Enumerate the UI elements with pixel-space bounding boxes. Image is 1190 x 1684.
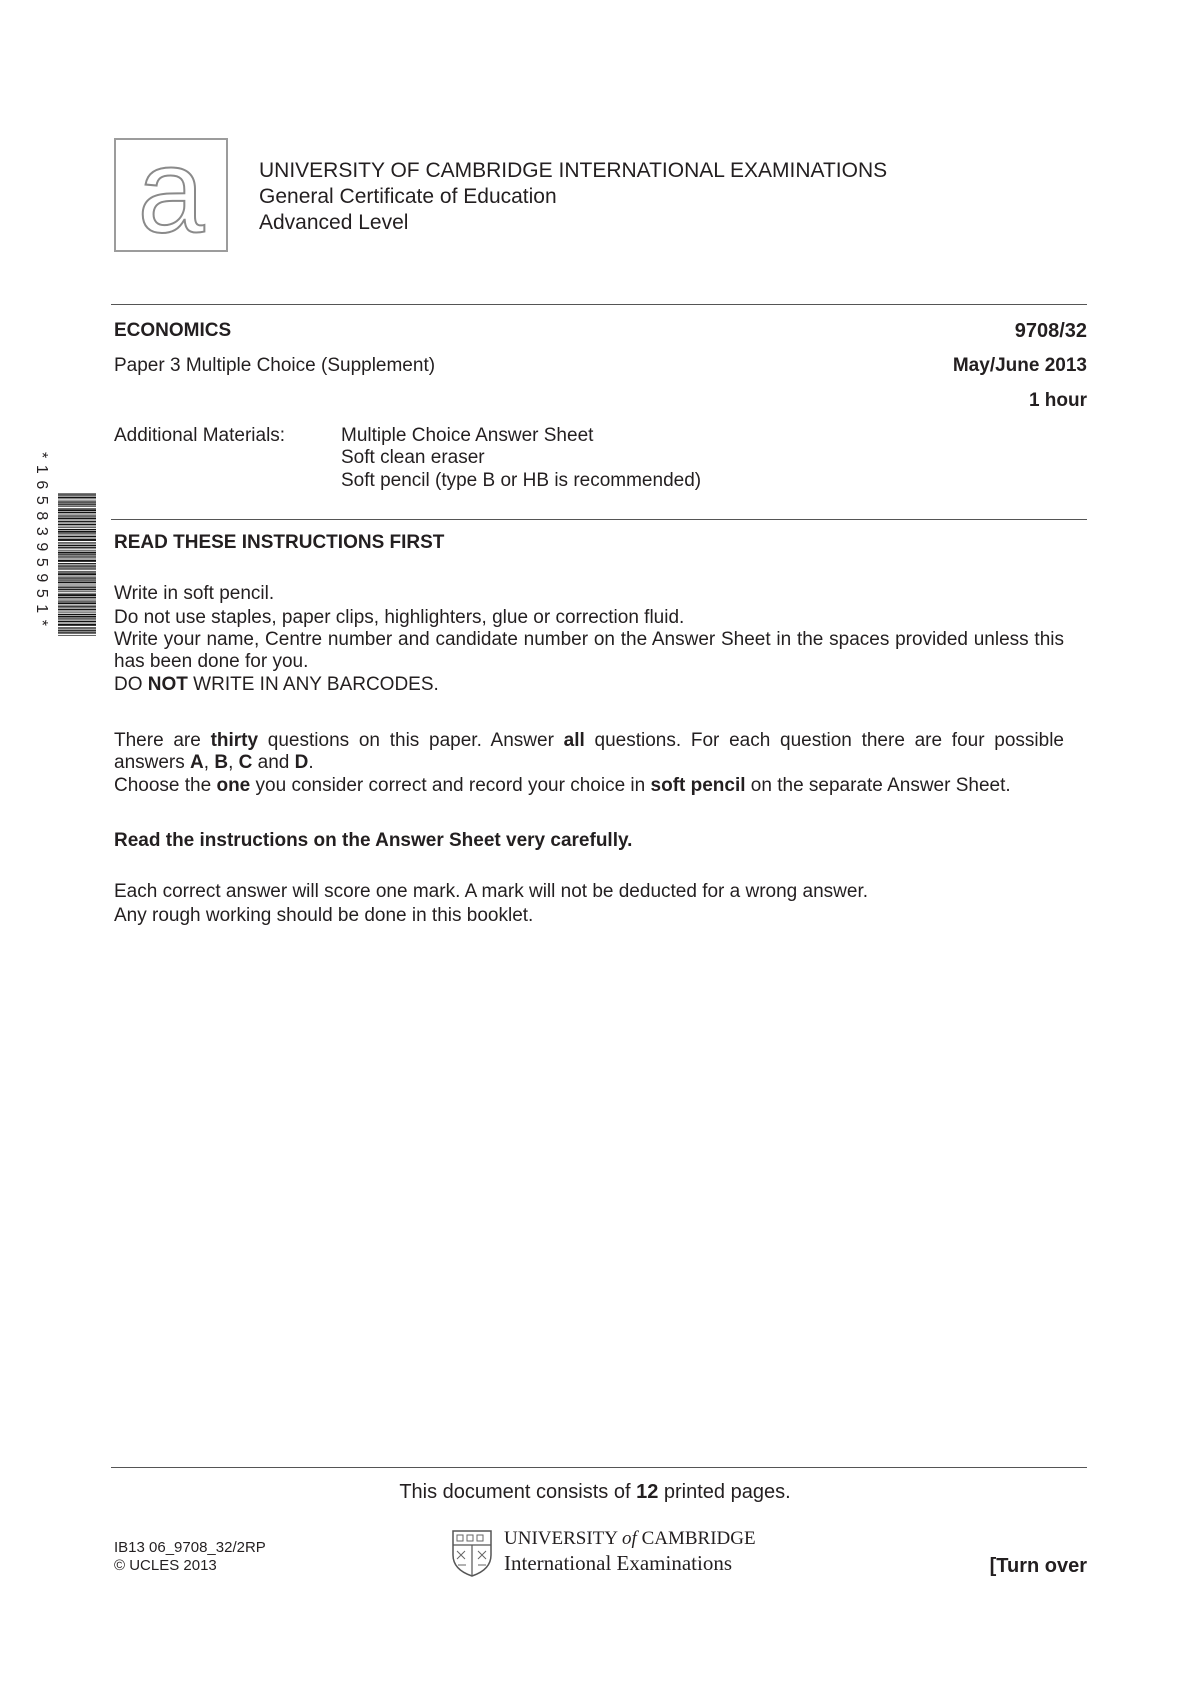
barcode-bar xyxy=(58,568,96,569)
barcode-bar xyxy=(58,571,96,572)
cambridge-name-line2: International Examinations xyxy=(504,1551,733,1575)
barcode-bar xyxy=(58,512,96,513)
certificate-level: Advanced Level xyxy=(259,211,409,234)
barcode-bar xyxy=(58,557,96,558)
barcode-bar xyxy=(58,518,96,520)
marking-line: Each correct answer will score one mark. A mark will not be deducted for a wrong answer. xyxy=(114,881,869,902)
barcode-bar xyxy=(58,531,96,533)
barcode-bar xyxy=(58,591,96,592)
barcode-bar xyxy=(58,581,96,583)
barcode-bar xyxy=(58,556,96,557)
certificate-name: General Certificate of Education xyxy=(259,185,557,208)
barcode-bar xyxy=(58,616,96,618)
barcode-bar xyxy=(58,580,96,581)
barcode-bar xyxy=(58,624,96,626)
instruction-line: There are thirty questions on this paper. Answer all questions. For each question there are four possible answers A, B, C and D. xyxy=(114,730,1064,773)
barcode-bar xyxy=(58,506,96,507)
barcode-bar xyxy=(58,602,96,604)
barcode-bar xyxy=(58,593,96,594)
barcode-bar xyxy=(58,614,96,615)
barcode-bar xyxy=(58,611,96,612)
barcode-bar xyxy=(58,508,96,509)
logo-letter: a xyxy=(137,140,205,250)
barcode-bar xyxy=(58,500,96,501)
barcode-bar xyxy=(58,545,96,546)
barcode-bar xyxy=(58,495,96,496)
footer-divider xyxy=(111,1467,1087,1468)
barcode-bar xyxy=(58,526,96,527)
answer-sheet-note: Read the instructions on the Answer Sheet very carefully. xyxy=(114,830,633,851)
material-item: Soft pencil (type B or HB is recommended) xyxy=(341,470,702,491)
barcode-bar xyxy=(58,536,96,537)
material-item: Soft clean eraser xyxy=(341,447,485,468)
barcode-bar xyxy=(58,612,96,613)
barcode-bar xyxy=(58,501,96,502)
barcode-icon xyxy=(58,452,96,678)
barcode-bar xyxy=(58,515,96,516)
barcode-bar xyxy=(58,628,96,629)
barcode-bar xyxy=(58,538,96,539)
barcode-bar xyxy=(58,621,96,622)
exam-board-logo xyxy=(114,138,228,252)
instructions-heading: READ THESE INSTRUCTIONS FIRST xyxy=(114,532,445,553)
barcode-bar xyxy=(58,594,96,596)
document-reference: IB13 06_9708_32/2RP xyxy=(114,1539,266,1556)
instruction-line: Write in soft pencil. xyxy=(114,583,275,604)
barcode-bar xyxy=(58,619,96,620)
page-count: This document consists of 12 printed pages. xyxy=(399,1481,791,1503)
additional-materials-label: Additional Materials: xyxy=(114,425,286,446)
cambridge-crest-icon xyxy=(451,1529,493,1577)
barcode-bar xyxy=(58,539,96,541)
instruction-line: Do not use staples, paper clips, highlighters, glue or correction fluid. xyxy=(114,606,685,628)
barcode-bar xyxy=(58,585,96,586)
barcode-bar xyxy=(58,618,96,619)
instruction-line: Write your name, Centre number and candidate number on the Answer Sheet in the spaces provided unless this has been done for you. xyxy=(114,629,1064,672)
barcode-bar xyxy=(58,578,96,579)
barcode-bar xyxy=(58,514,96,515)
rough-working-line: Any rough working should be done in this booklet. xyxy=(114,904,534,926)
barcode-bar xyxy=(58,529,96,530)
barcode-bar xyxy=(58,521,96,522)
marking-block xyxy=(114,880,1064,927)
barcode-bar xyxy=(58,559,96,560)
barcode-bar xyxy=(58,606,96,607)
barcode-bar xyxy=(58,597,96,598)
barcode-bar xyxy=(58,623,96,624)
instructions-block-2 xyxy=(114,730,1064,798)
barcode-bar xyxy=(58,493,96,494)
turn-over-label: [Turn over xyxy=(989,1555,1087,1577)
barcode-bar xyxy=(58,543,96,544)
barcode-bar xyxy=(58,524,96,525)
barcode-number: *1658395951* xyxy=(33,452,50,633)
barcode-bar xyxy=(58,502,96,503)
paper-title: Paper 3 Multiple Choice (Supplement) xyxy=(114,355,436,376)
barcode-bar xyxy=(58,632,96,633)
barcode-bar xyxy=(58,549,96,550)
barcode-bar xyxy=(58,577,96,578)
barcode-bar xyxy=(58,609,96,610)
barcode-bar xyxy=(58,527,96,528)
material-item: Multiple Choice Answer Sheet xyxy=(341,425,594,446)
barcode-bar xyxy=(58,497,96,499)
barcode-bar xyxy=(58,523,96,524)
barcode-bar xyxy=(58,533,96,534)
barcode-bar xyxy=(58,630,96,631)
barcode-bar xyxy=(58,554,96,555)
barcode-bar xyxy=(58,566,96,567)
letter-a-logo-icon xyxy=(116,140,226,250)
institution-name: UNIVERSITY OF CAMBRIDGE INTERNATIONAL EXAMINATIONS xyxy=(259,159,888,182)
barcode-bar xyxy=(58,635,96,636)
cambridge-name-line1: UNIVERSITY of CAMBRIDGE xyxy=(504,1528,756,1549)
exam-session: May/June 2013 xyxy=(952,355,1087,376)
barcode-bar xyxy=(58,589,96,590)
barcode-bar xyxy=(58,587,96,588)
details-divider xyxy=(111,519,1087,520)
barcode-bar xyxy=(58,547,96,548)
barcode-bar xyxy=(58,569,96,570)
barcode-bar xyxy=(58,552,96,554)
instructions-block-1 xyxy=(114,582,1064,697)
barcode-bar xyxy=(58,516,96,517)
exam-duration: 1 hour xyxy=(1028,390,1087,411)
instruction-line: DO NOT WRITE IN ANY BARCODES. xyxy=(114,674,439,695)
barcode-bar xyxy=(58,599,96,600)
barcode-bar xyxy=(58,550,96,551)
barcode-bar xyxy=(58,601,96,602)
barcode-bar xyxy=(58,560,96,562)
barcode-bar xyxy=(58,600,96,601)
barcode-bar xyxy=(58,576,96,577)
barcode-bar xyxy=(58,542,96,543)
copyright: © UCLES 2013 xyxy=(114,1557,217,1574)
barcode-bar xyxy=(58,563,96,564)
barcode-bar xyxy=(58,535,96,536)
subject-title: ECONOMICS xyxy=(114,320,232,341)
paper-code: 9708/32 xyxy=(1014,320,1087,342)
barcode-bar xyxy=(58,565,96,566)
barcode-bar xyxy=(58,573,96,575)
barcode-bar xyxy=(58,504,96,505)
barcode-bar xyxy=(58,627,96,628)
barcode-bar xyxy=(58,607,96,608)
barcode-bar xyxy=(58,586,96,587)
barcode-bar xyxy=(58,509,96,511)
barcode-bar xyxy=(58,633,96,634)
instruction-line: Choose the one you consider correct and record your choice in soft pencil on the separate Answer Sheet. xyxy=(114,775,1011,796)
header-divider xyxy=(111,304,1087,305)
